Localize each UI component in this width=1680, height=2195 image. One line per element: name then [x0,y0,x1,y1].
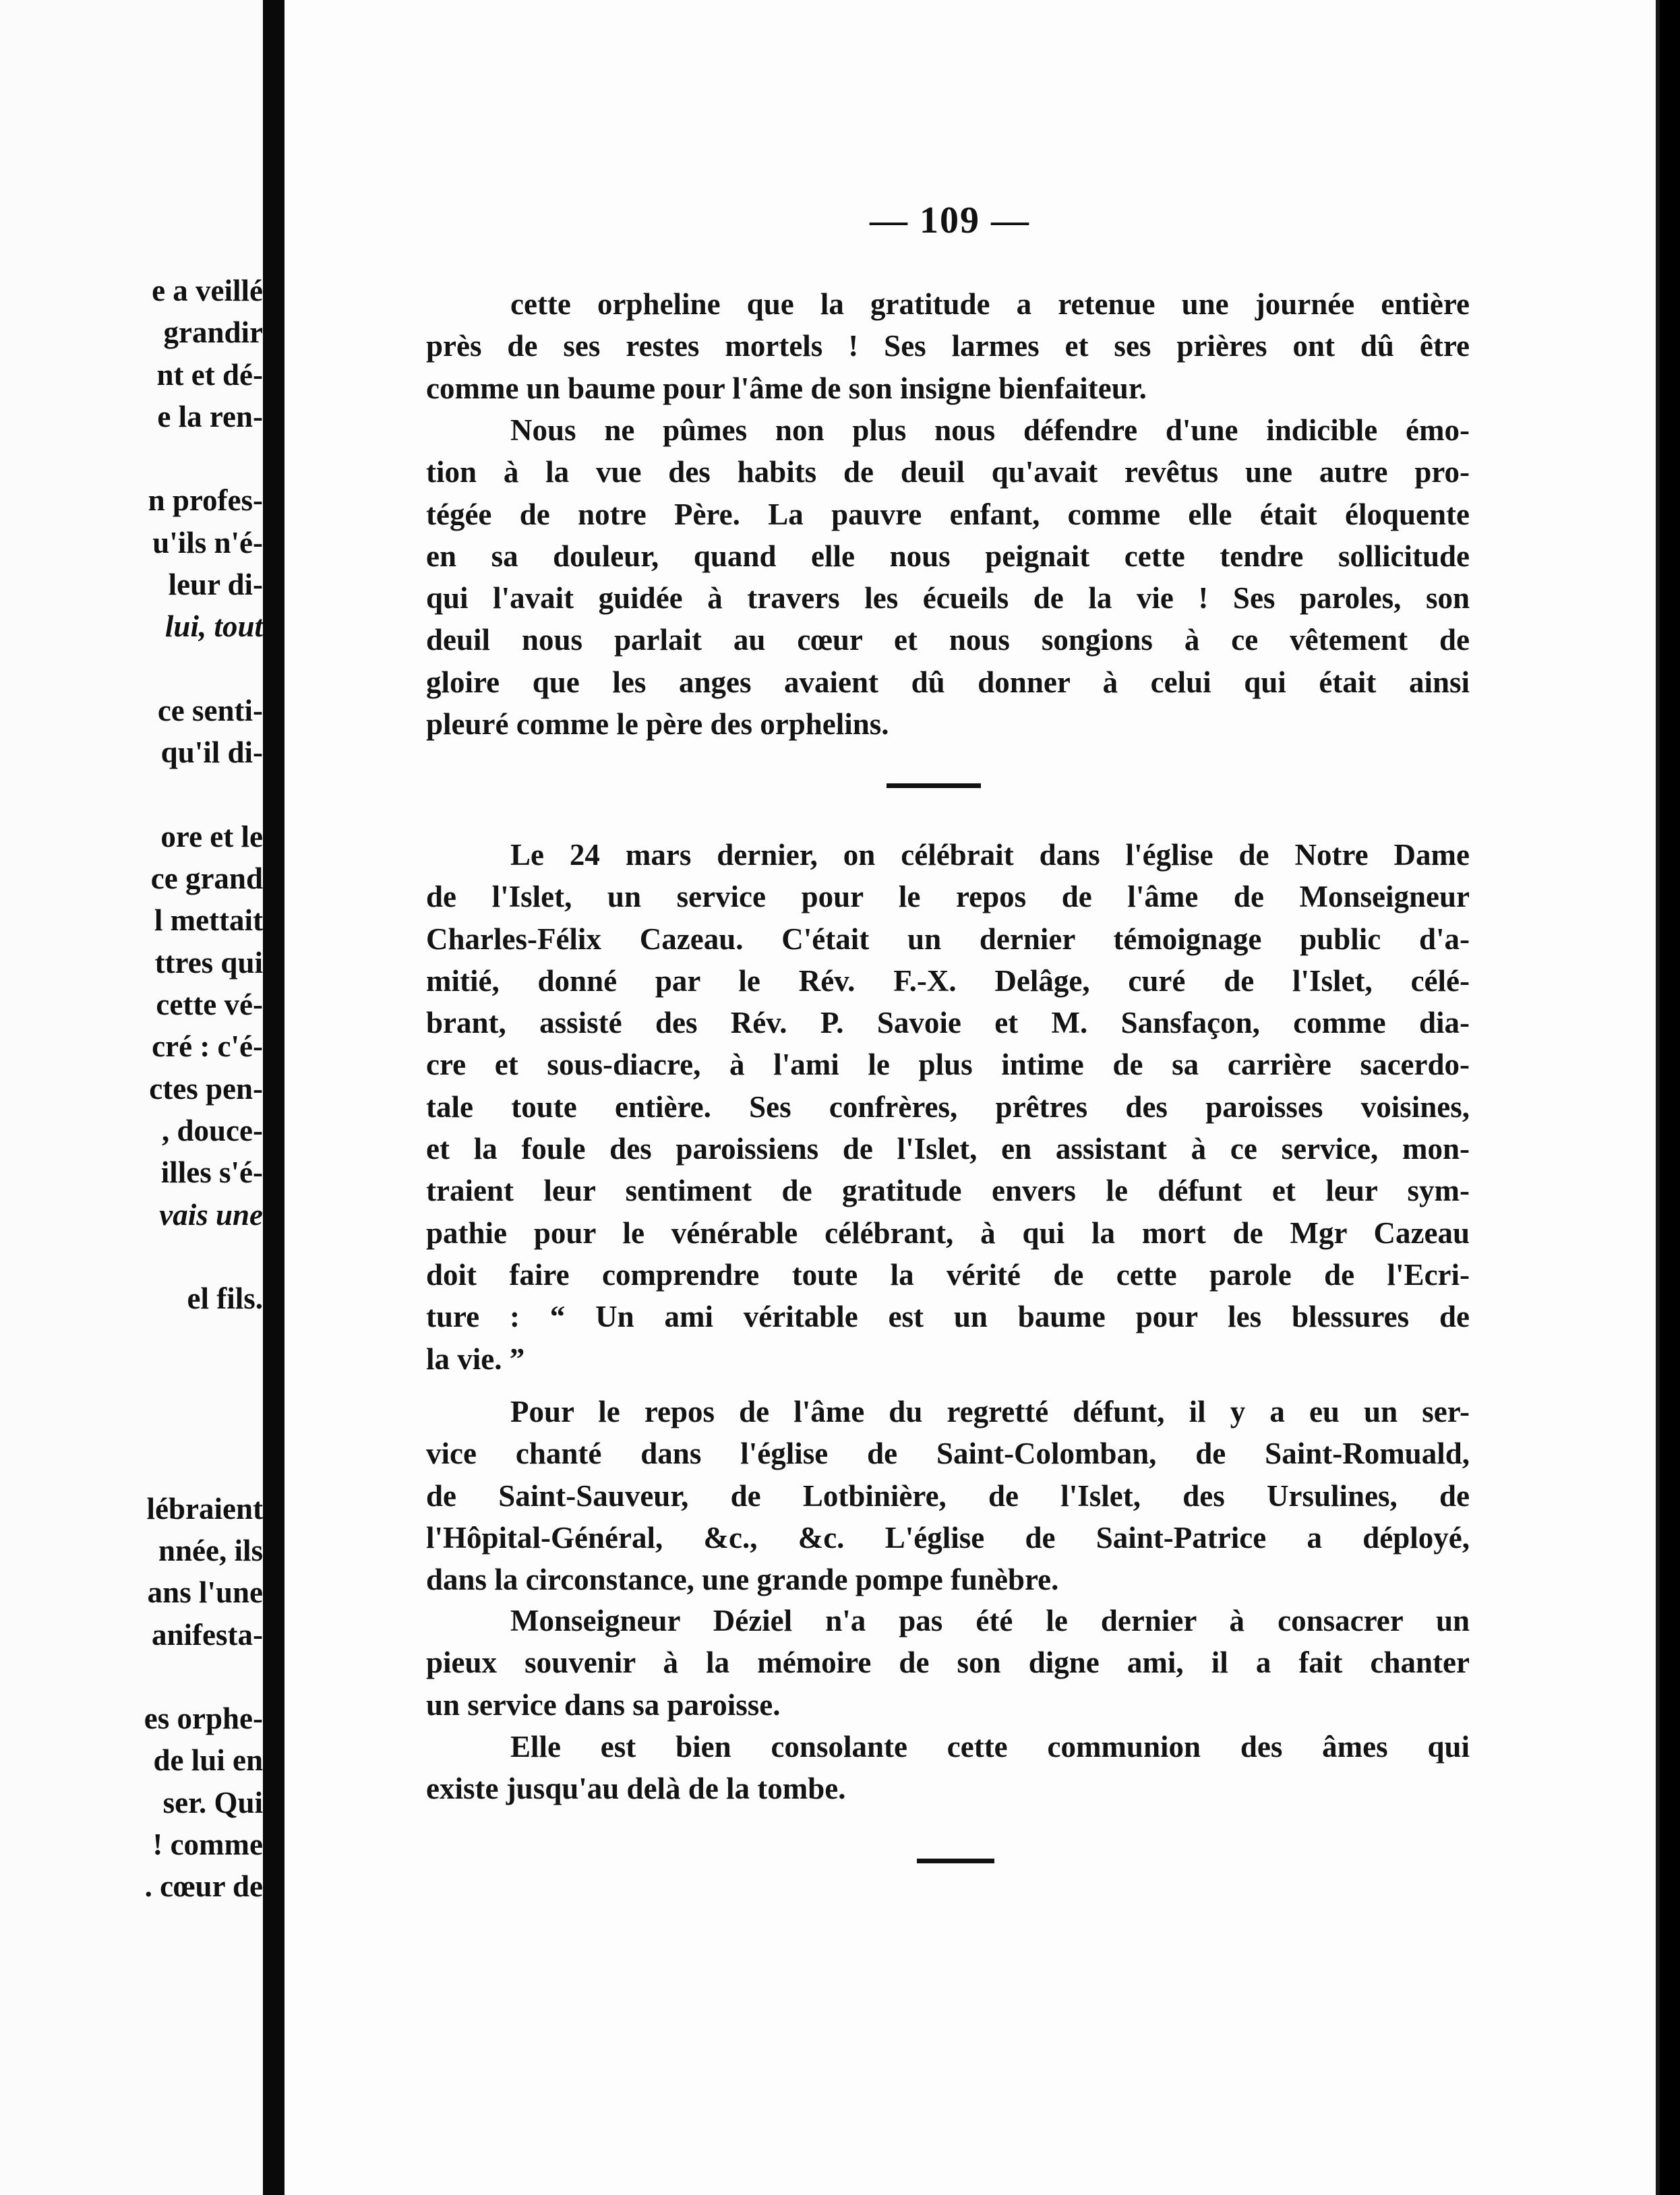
left-page-line [7,1319,263,1361]
left-page-line [7,1445,263,1487]
text-line: Pour le repos de l'âme du regretté défunt, il y a eu un ser- [510,1395,1470,1429]
text-line: vice chanté dans l'église de Saint-Colomban, de Saint-Romuald, [426,1437,1470,1471]
left-page-line [7,438,263,479]
left-page-fragment [0,0,263,2195]
text-line: tale toute entière. Ses confrères, prêtres des paroisses voisines, [426,1089,1470,1124]
text-line: qui l'avait guidée à travers les écueils de la vie ! Ses paroles, son [426,581,1470,615]
book-gutter [263,0,284,2195]
text-line: pleuré comme le père des orphelins. [426,707,889,742]
text-line: comme un baume pour l'âme de son insigne bienfaiteur. [426,371,1147,405]
left-page-line: l mettait [154,903,263,938]
text-line: Nous ne pûmes non plus nous défendre d'une indicible émo- [510,413,1470,447]
left-page-line: leur di- [168,568,263,602]
paragraph-emotion [426,409,1470,745]
left-page-line: lui, tout [164,609,263,644]
left-page-line: ttres qui [154,945,263,980]
text-line: près de ses restes mortels ! Ses larmes et ses prières ont dû être [426,329,1470,363]
text-line: cre et sous-diacre, à l'ami le plus intime de sa carrière sacerdo- [426,1048,1470,1082]
paragraph-communion [426,1726,1470,1810]
left-page-text [7,270,263,1908]
left-page-line: ctes pen- [149,1071,263,1106]
text-line: en sa douleur, quand elle nous peignait cette tendre sollicitude [426,539,1470,573]
text-line: deuil nous parlait au cœur et nous songions à ce vêtement de [426,623,1470,657]
text-line: l'Hôpital-Général, &c., &c. L'église de Saint-Patrice a déployé, [426,1520,1470,1555]
left-page-line [7,774,263,816]
left-page-line: cette vé- [156,988,263,1022]
left-page-line: n profes- [148,483,263,518]
paragraph-mgr-deziel [426,1600,1470,1726]
left-page-line: nnée, ils [158,1533,263,1567]
left-page-line: cré : c'é- [152,1029,263,1064]
left-page-line: es orphe- [144,1702,263,1736]
paragraph-service-islet [426,834,1470,1380]
left-page-line: . cœur de [144,1869,263,1904]
text-line: existe jusqu'au delà de la tombe. [426,1772,846,1806]
text-line: de l'Islet, un service pour le repos de l'âme de Monseigneur [426,880,1470,914]
text-line: tégée de notre Père. La pauvre enfant, comme elle était éloquente [426,497,1470,531]
text-line: pathie pour le vénérable célébrant, à qui la mort de Mgr Cazeau [426,1215,1470,1250]
left-page-line: illes s'é- [160,1155,263,1190]
left-page-line: ans l'une [147,1575,263,1610]
left-page-line: ! comme [152,1827,263,1861]
section-divider [887,783,981,788]
text-line: ture : “ Un ami véritable est un baume pour les blessures de [426,1300,1470,1334]
left-page-line: , douce- [162,1113,263,1147]
paragraph-services-chantes [426,1391,1470,1600]
text-line: doit faire comprendre toute la vérité de cette parole de l'Ecri- [426,1257,1470,1292]
end-divider [917,1859,994,1863]
left-page-line: ce grand [150,862,263,896]
left-page-line: lébraient [146,1491,263,1526]
text-line: de Saint-Sauveur, de Lotbinière, de l'Islet, des Ursulines, de [426,1478,1470,1513]
left-page-line: grandir [163,315,263,350]
left-page-line [7,1404,263,1445]
page-number: — 109 — [870,200,1030,241]
left-page-line: e a veillé [152,274,263,307]
left-page-line: qu'il di- [160,735,263,770]
left-page-line: el fils. [187,1282,263,1316]
left-page-line [7,648,263,690]
text-line: cette orpheline que la gratitude a retenue une journée entière [510,287,1470,321]
text-line: et la foule des paroissiens de l'Islet, en assistant à ce service, mon- [426,1132,1470,1166]
text-line: mitié, donné par le Rév. F.-X. Delâge, curé de l'Islet, célé- [426,963,1470,998]
left-page-line: e la ren- [157,399,263,433]
text-line: la vie. ” [426,1342,525,1376]
left-page-line: vais une [159,1197,263,1232]
left-page-line: ce senti- [157,693,263,727]
left-page-line [7,1236,263,1277]
paragraph-orpheline [426,283,1470,409]
text-line: Elle est bien consolante cette communion des âmes qui [510,1730,1470,1764]
left-page-line [7,1656,263,1697]
text-line: pieux souvenir à la mémoire de son digne ami, il a fait chanter [426,1646,1470,1680]
left-page-line: ore et le [160,819,263,853]
left-page-line [7,1362,263,1404]
text-line: Monseigneur Déziel n'a pas été le dernier à consacrer un [510,1604,1470,1637]
left-page-line: nt et dé- [156,357,263,392]
left-page-line: anifesta- [152,1617,263,1652]
text-line: gloire que les anges avaient dû donner à celui qui était ainsi [426,665,1470,699]
text-line: un service dans sa paroisse. [426,1687,781,1722]
text-line: brant, assisté des Rév. P. Savoie et M. Sansfaçon, comme dia- [426,1006,1470,1040]
text-line: Charles-Félix Cazeau. C'était un dernier témoignage public d'a- [426,922,1470,956]
text-line: Le 24 mars dernier, on célébrait dans l'église de Notre Dame [510,838,1470,872]
scan-edge [1660,0,1680,2195]
left-page-line: de lui en [153,1743,263,1778]
left-page-line: ser. Qui [162,1785,263,1820]
text-line: dans la circonstance, une grande pompe funèbre. [426,1563,1059,1597]
text-line: traient leur sentiment de gratitude envers le défunt et leur sym- [426,1174,1470,1208]
text-line: tion à la vue des habits de deuil qu'avait revêtus une autre pro- [426,455,1470,489]
left-page-line: u'ils n'é- [152,525,263,560]
